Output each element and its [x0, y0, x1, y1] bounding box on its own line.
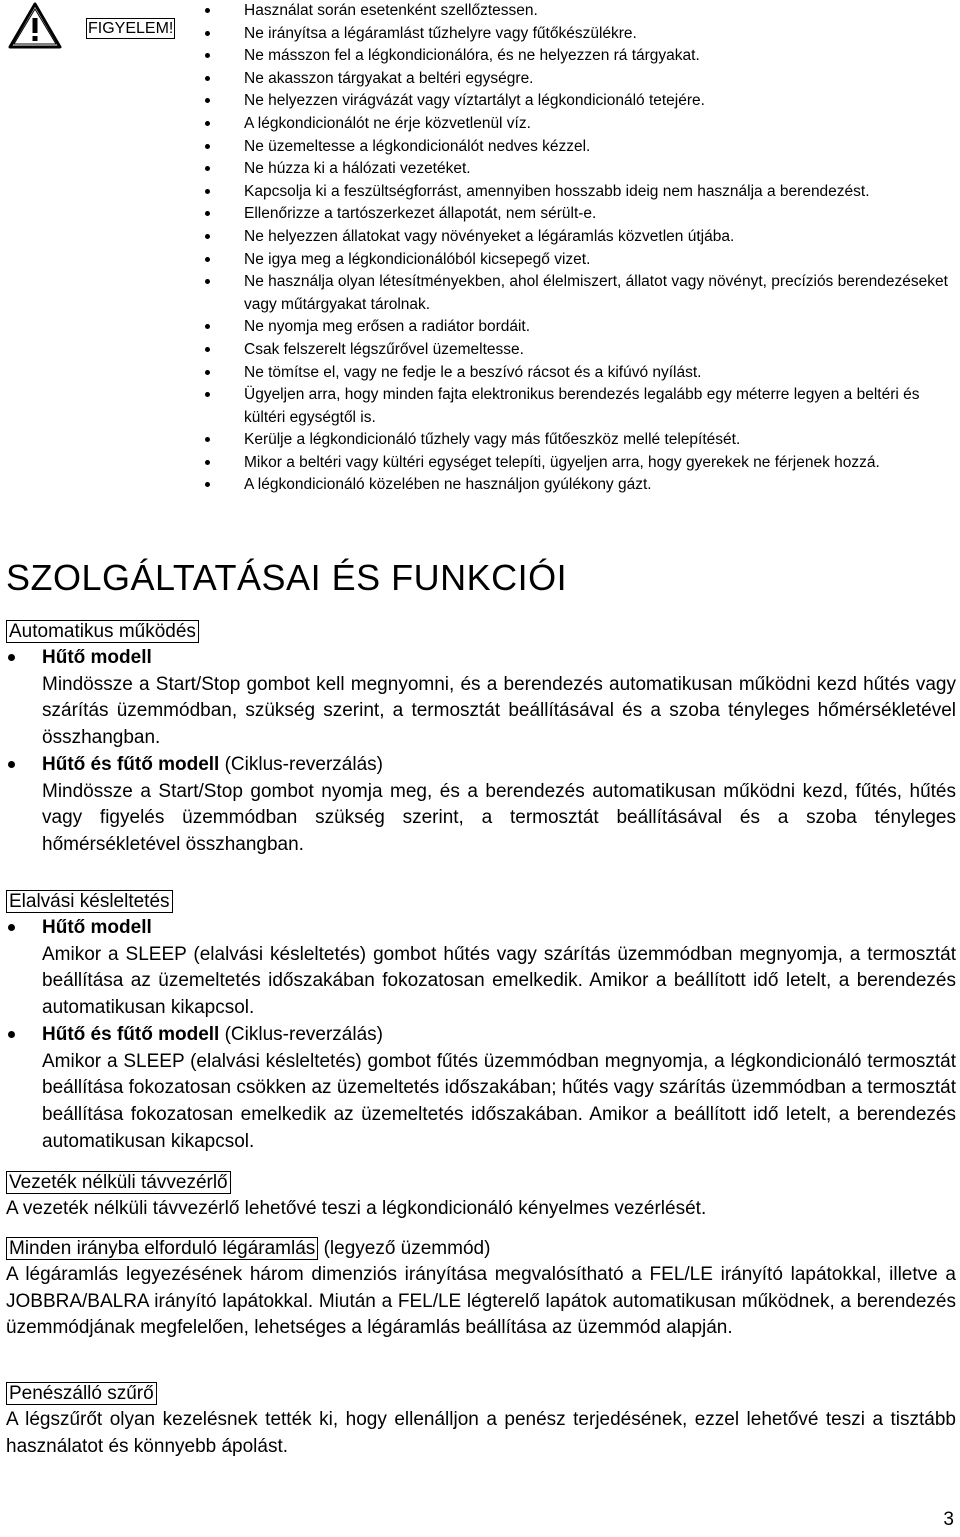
auto-header: Automatikus működés [6, 620, 199, 643]
auto-cool-text: Mindössze a Start/Stop gombot kell megnyomni, és a berendezés automatikusan működni kezd hűtés vagy szárítás üzemmódban, szükség szerint, a termosztát beállításával és a szoba tényleges hőmérsékletével összhangban. [42, 673, 956, 749]
airflow-text: A légáramlás legyezésének három dimenziós irányítása megvalósítható a FEL/LE irányító lapátokkal, illetve a JOBBRA/BALRA irányító lapátokkal. Miután a FEL/LE légterelő lapátok automatikusan működnek, a berendezés üzemmódjának megfelelően, lehetséges a légáramlás beállítása az üzemmód alapján. [6, 1264, 956, 1339]
filter-text: A légszűrőt olyan kezelésnek tették ki, hogy ellenálljon a penész terjedésének, ezzel lehetővé teszi a tisztább használatot és könnyebb ápolást. [6, 1409, 956, 1457]
warning-item: Ne húzza ki a hálózati vezetéket. [196, 158, 960, 181]
warning-triangle-icon [8, 2, 62, 50]
auto-section [6, 619, 956, 859]
airflow-header: Minden irányba elforduló légáramlás [6, 1237, 318, 1260]
remote-header: Vezeték nélküli távvezérlő [6, 1171, 231, 1194]
sleep-heat-title: Hűtő és fűtő modell [42, 1023, 220, 1045]
warning-item: Ne akasszon tárgyakat a beltéri egységre. [196, 68, 960, 91]
warning-list [196, 0, 960, 497]
auto-heat-suffix: (Ciklus-reverzálás) [219, 753, 383, 775]
airflow-suffix: (legyező üzemmód) [318, 1238, 491, 1259]
warning-item: Ne igya meg a légkondicionálóból kicsepegő vizet. [196, 249, 960, 272]
warning-item: Használat során esetenként szellőztessen. [196, 0, 960, 23]
sleep-cool-item [6, 915, 956, 942]
warning-item: Csak felszerelt légszűrővel üzemeltesse. [196, 339, 960, 362]
sleep-cool-title: Hűtő modell [42, 917, 152, 938]
auto-heat-item [6, 752, 956, 779]
auto-cool-title: Hűtő modell [42, 647, 152, 668]
warning-label: FIGYELEM! [88, 20, 174, 37]
page-number: 3 [943, 1509, 954, 1530]
warning-item: Mikor a beltéri vagy kültéri egységet telepíti, ügyeljen arra, hogy gyerekek ne férjenek hozzá. [196, 452, 960, 475]
filter-header: Penészálló szűrő [6, 1382, 157, 1405]
sleep-header: Elalvási késleltetés [6, 890, 173, 913]
warning-item: Ne helyezzen virágvázát vagy víztartályt a légkondicionáló tetejére. [196, 90, 960, 113]
warning-item: Ne nyomja meg erősen a radiátor bordáit. [196, 316, 960, 339]
sleep-heat-suffix: (Ciklus-reverzálás) [219, 1023, 383, 1045]
sleep-heat-text: Amikor a SLEEP (elalvási késleltetés) gombot fűtés üzemmódban megnyomja, a légkondicionáló termosztát beállítása fokozatosan csökken az üzemeltetés időszakában; hűtés vagy szárítás üzemmódban a termosztát beállítása fokozatosan emelkedik az üzemeltetés időszakában. Amikor a beállított idő letelt, a berendezés automatikusan kikapcsol. [42, 1050, 956, 1152]
sleep-heat-item [6, 1022, 956, 1049]
auto-cool-item [6, 645, 956, 672]
warning-item: Ne üzemeltesse a légkondicionálót nedves kézzel. [196, 136, 960, 159]
warning-item: Kerülje a légkondicionáló tűzhely vagy más fűtőeszköz mellé telepítését. [196, 429, 960, 452]
warning-item: Ügyeljen arra, hogy minden fajta elektronikus berendezés legalább egy méterre legyen a beltéri és kültéri egységtől is. [196, 384, 960, 429]
warning-item: Ne másszon fel a légkondicionálóra, és ne helyezzen rá tárgyakat. [196, 45, 960, 68]
airflow-section [6, 1236, 956, 1342]
warning-item: Ellenőrizze a tartószerkezet állapotát, nem sérült-e. [196, 203, 960, 226]
warning-item: Kapcsolja ki a feszültségforrást, amennyiben hosszabb ideig nem használja a berendezést. [196, 181, 960, 204]
warning-item: A légkondicionáló közelében ne használjon gyúlékony gázt. [196, 474, 960, 497]
sleep-cool-text: Amikor a SLEEP (elalvási késleltetés) gombot hűtés vagy szárítás üzemmódban megnyomja, a termosztát beállítása az üzemeltetés időszakában fokozatosan emelkedik. Amikor a beállított idő letelt, a berendezés automatikusan kikapcsol. [42, 943, 956, 1019]
warning-item: Ne használja olyan létesítményekben, ahol élelmiszert, állatot vagy növényt, precíziós berendezéseket vagy műtárgyakat tárolnak. [196, 271, 960, 316]
remote-text: A vezeték nélküli távvezérlő lehetővé teszi a légkondicionáló kényelmes vezérlését. [6, 1198, 707, 1219]
remote-section [6, 1170, 956, 1223]
section-title: SZOLGÁLTATÁSAI ÉS FUNKCIÓI [6, 557, 568, 598]
warning-item: Ne tömítse el, vagy ne fedje le a beszívó rácsot és a kifúvó nyílást. [196, 362, 960, 385]
warning-item: Ne irányítsa a légáramlást tűzhelyre vagy fűtőkészülékre. [196, 23, 960, 46]
sleep-section [6, 889, 956, 1155]
auto-heat-title: Hűtő és fűtő modell [42, 753, 220, 775]
filter-section [6, 1381, 956, 1460]
warning-item: Ne helyezzen állatokat vagy növényeket a légáramlás közvetlen útjába. [196, 226, 960, 249]
warning-item: A légkondicionálót ne érje közvetlenül víz. [196, 113, 960, 136]
auto-heat-text: Mindössze a Start/Stop gombot nyomja meg, és a berendezés automatikusan működni kezd, fűtés, hűtés vagy figyelés üzemmódban szükség szerint, a termosztát beállításával és a szoba tényleges hőmérsékletével összhangban. [42, 780, 956, 855]
